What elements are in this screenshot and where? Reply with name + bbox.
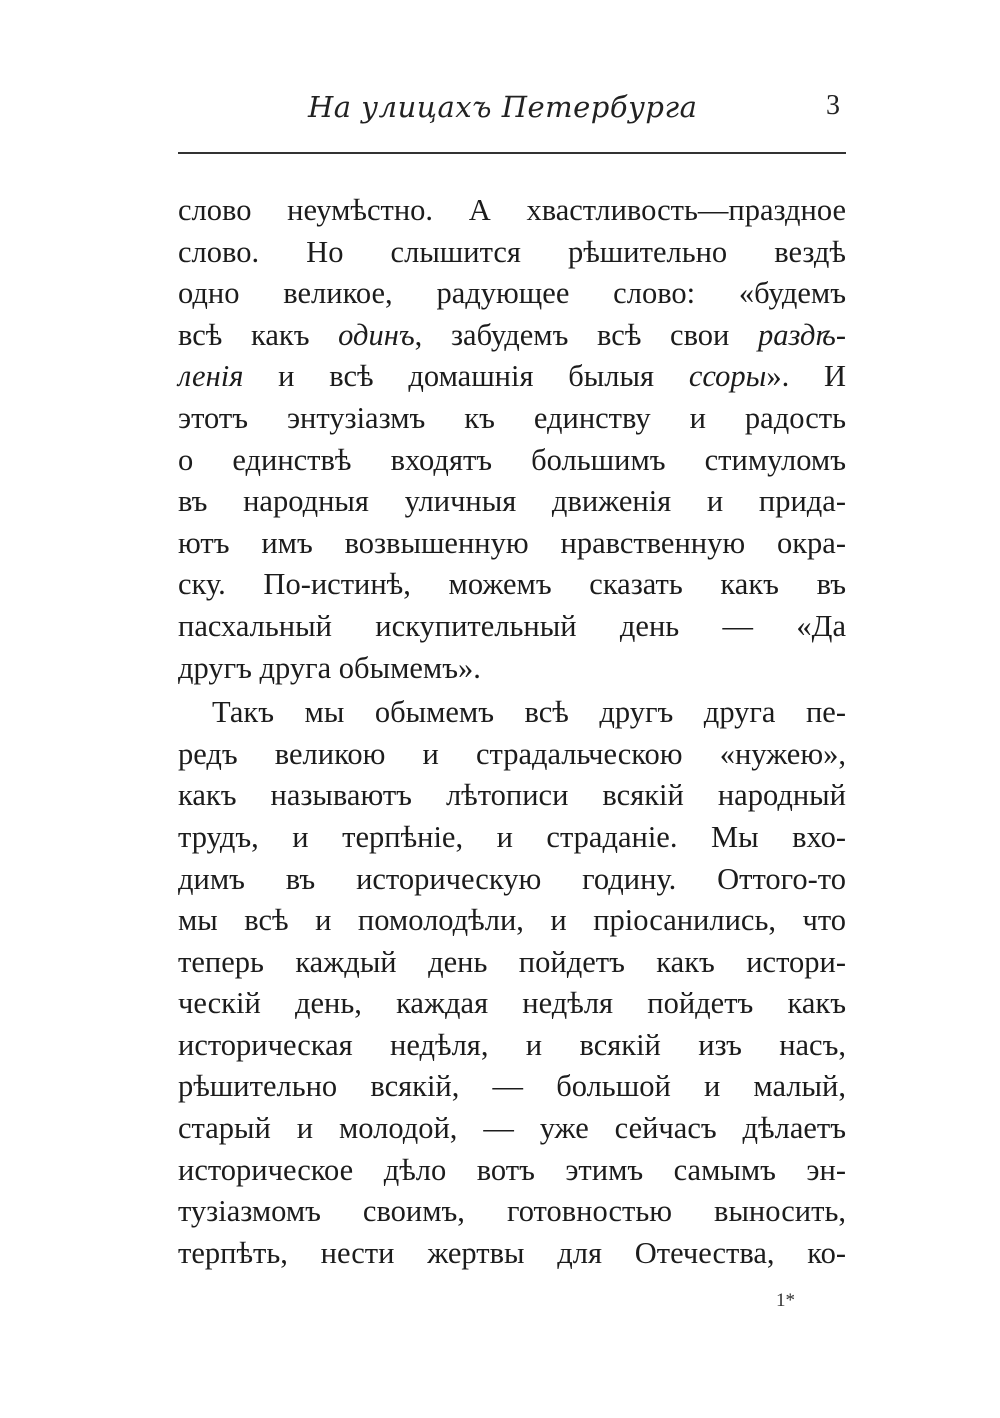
text-line: всѣ какъ одинъ, забудемъ всѣ свои раздѣ- (178, 317, 846, 352)
signature-mark: 1* (776, 1290, 795, 1311)
text-line: теперь каждый день пойдетъ какъ истори- (178, 944, 846, 979)
text-line: мы всѣ и помолодѣли, и пріосанились, что (178, 903, 846, 938)
text-line: тузіазмомъ своимъ, готовностью выносить, (178, 1194, 846, 1229)
text-line: историческая недѣля, и всякій изъ насъ, (178, 1027, 846, 1062)
text-line: о единствѣ входятъ большимъ стимуломъ (178, 442, 846, 477)
text-line: старый и молодой, — уже сейчасъ дѣлаетъ (178, 1111, 846, 1146)
text-line: трудъ, и терпѣніе, и страданіе. Мы вхо- (178, 819, 846, 854)
text-line: ску. По-истинѣ, можемъ сказать какъ въ (178, 567, 846, 602)
text-line: въ народныя уличныя движенія и прида- (178, 484, 846, 519)
text-line: ческій день, каждая недѣля пойдетъ какъ (178, 986, 846, 1021)
text-line: ленія и всѣ домашнія былыя ссоры». И (178, 359, 846, 394)
paragraph (178, 692, 846, 1274)
text-line: другъ друга обымемъ». (178, 650, 481, 685)
text-line: этотъ энтузіазмъ къ единству и радость (178, 400, 846, 435)
text-line: какъ называютъ лѣтописи всякій народный (178, 778, 846, 813)
text-line: ютъ имъ возвышенную нравственную окра- (178, 525, 846, 560)
emphasis: одинъ (338, 317, 415, 352)
text-line: Такъ мы обымемъ всѣ другъ друга пе- (212, 695, 846, 730)
header-rule (178, 152, 846, 154)
text-line: димъ въ историческую годину. Оттого-то (178, 861, 846, 896)
text-line: рѣшительно всякій, — большой и малый, (178, 1069, 846, 1104)
emphasis: раздѣ- (758, 317, 846, 352)
running-title: На улицахъ Петербурга (308, 90, 698, 124)
text-line: пасхальный искупительный день — «Да (178, 608, 846, 643)
page-number: 3 (826, 90, 840, 121)
text-line: терпѣть, нести жертвы для Отечества, ко- (178, 1235, 846, 1270)
emphasis: ссоры (688, 359, 767, 394)
text-line: слово неумѣстно. А хвастливость—праздное (178, 193, 846, 227)
text-line: одно великое, радующее слово: «будемъ (178, 276, 846, 311)
body-text (178, 190, 846, 1274)
emphasis: ленія (178, 359, 244, 394)
text-line: историческое дѣло вотъ этимъ самымъ эн- (178, 1152, 846, 1187)
text-line: слово. Но слышится рѣшительно вездѣ (178, 234, 846, 269)
text-line: редъ великою и страдальческою «нужею», (178, 736, 846, 771)
paragraph (178, 190, 846, 689)
running-header (178, 90, 846, 140)
